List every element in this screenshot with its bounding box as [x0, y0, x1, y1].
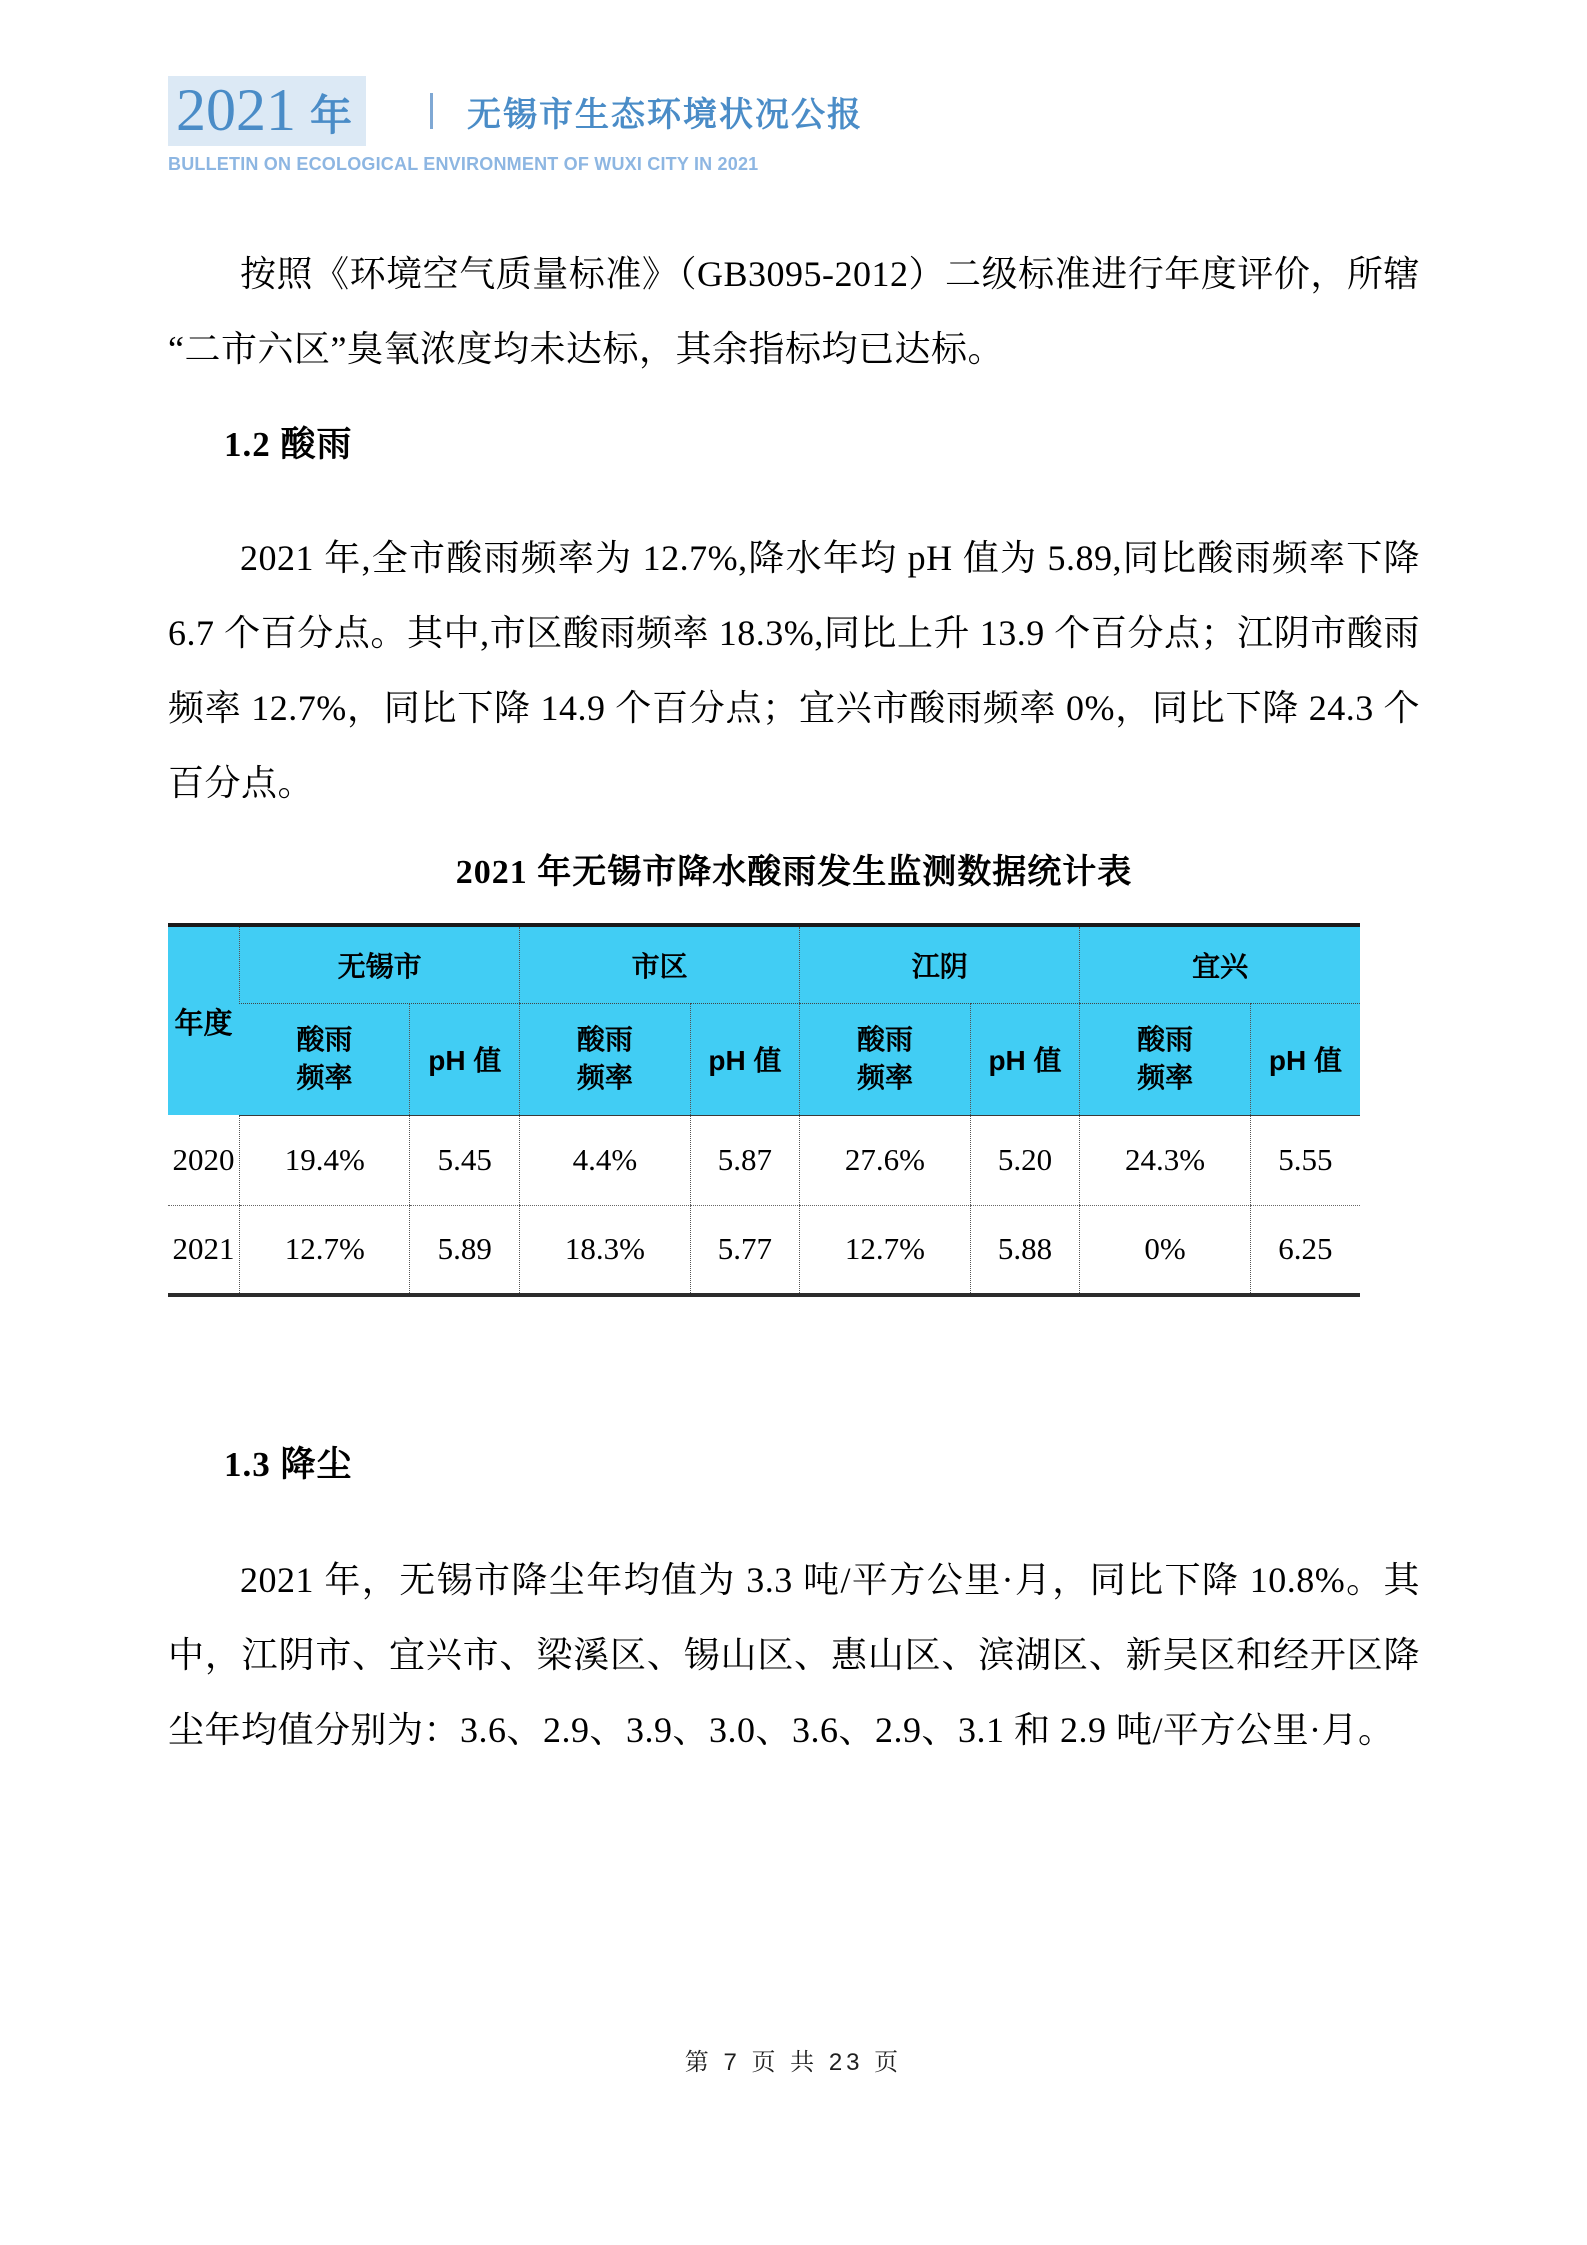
table-title: 2021 年无锡市降水酸雨发生监测数据统计表 — [455, 854, 1133, 891]
table-cell-value: 12.7% — [240, 1205, 410, 1295]
table-cell-value: 18.3% — [520, 1205, 690, 1295]
table-subheader-freq — [1080, 1003, 1250, 1115]
table-group-urban: 市区 — [520, 925, 800, 1003]
document-header — [168, 76, 1420, 146]
table-row-2020 — [168, 1115, 1360, 1205]
table-header-year: 年度 — [168, 925, 240, 1115]
table-subheader-freq — [240, 1003, 410, 1115]
table-cell-value: 4.4% — [520, 1115, 690, 1205]
table-cell-value: 12.7% — [800, 1205, 970, 1295]
table-group-yixing: 宜兴 — [1080, 925, 1360, 1003]
table-row-2021 — [168, 1205, 1360, 1295]
table-cell-value: 0% — [1080, 1205, 1250, 1295]
table-cell-value: 6.25 — [1250, 1205, 1360, 1295]
section-heading-acid-rain: 1.2 酸雨 — [224, 425, 353, 464]
header-year-suffix: 年 — [310, 94, 353, 140]
table-cell-year: 2020 — [168, 1115, 240, 1205]
page-number-footer: 第 7 页 共 23 页 — [684, 2049, 903, 2076]
table-cell-value: 5.77 — [690, 1205, 800, 1295]
table-cell-value: 5.88 — [970, 1205, 1080, 1295]
document-subtitle-en: BULLETIN ON ECOLOGICAL ENVIRONMENT OF WUXI CITY IN 2021 — [168, 154, 759, 174]
table-cell-value: 5.20 — [970, 1115, 1080, 1205]
acid-rain-data-table — [168, 923, 1360, 1297]
table-cell-value: 27.6% — [800, 1115, 970, 1205]
table-subheader-ph: pH 值 — [1250, 1003, 1360, 1115]
table-cell-value: 5.45 — [410, 1115, 520, 1205]
header-separator-bar — [430, 93, 433, 129]
table-cell-value: 19.4% — [240, 1115, 410, 1205]
table-group-jiangyin: 江阴 — [800, 925, 1080, 1003]
table-subheader-ph: pH 值 — [410, 1003, 520, 1115]
paragraph-acid-rain: 2021 年,全市酸雨频率为 12.7%,降水年均 pH 值为 5.89,同比酸雨频率下降 6.7 个百分点。其中,市区酸雨频率 18.3%,同比上升 13.9 个百分点；江阴市酸雨频率 12.7%，同比下降 14.9 个百分点；宜兴市酸雨频率 0%，同比下降 24.3 个百分点。 — [168, 538, 1420, 803]
table-subheader-freq-text: 酸雨频率 — [856, 1024, 913, 1093]
year-highlight-box — [168, 76, 366, 146]
table-cell-value: 5.87 — [690, 1115, 800, 1205]
table-subheader-freq — [520, 1003, 690, 1115]
paragraph-dust: 2021 年，无锡市降尘年均值为 3.3 吨/平方公里·月，同比下降 10.8%。其中，江阴市、宜兴市、梁溪区、锡山区、惠山区、滨湖区、新吴区和经开区降尘年均值分别为：3.6、2.9、3.9、3.0、3.6、2.9、3.1 和 2.9 吨/平方公里·月。 — [168, 1560, 1420, 1750]
table-subheader-freq-text: 酸雨频率 — [576, 1024, 633, 1093]
table-subheader-freq-text: 酸雨频率 — [296, 1024, 353, 1093]
table-subheader-freq-text: 酸雨频率 — [1137, 1024, 1194, 1093]
table-cell-value: 24.3% — [1080, 1115, 1250, 1205]
page-content — [0, 76, 1587, 1768]
table-cell-value: 5.55 — [1250, 1115, 1360, 1205]
table-cell-year: 2021 — [172, 1231, 235, 1267]
table-subheader-freq — [800, 1003, 970, 1115]
table-subheader-ph: pH 值 — [690, 1003, 800, 1115]
header-year: 2021 — [176, 77, 296, 143]
document-title: 无锡市生态环境状况公报 — [467, 96, 864, 134]
section-heading-dust: 1.3 降尘 — [224, 1445, 353, 1484]
table-subheader-ph: pH 值 — [970, 1003, 1080, 1115]
table-cell-value: 5.89 — [410, 1205, 520, 1295]
table-group-wuxi: 无锡市 — [240, 925, 520, 1003]
paragraph-air-quality: 按照《环境空气质量标准》（GB3095-2012）二级标准进行年度评价，所辖“二市六区”臭氧浓度均未达标，其余指标均已达标。 — [168, 254, 1420, 369]
